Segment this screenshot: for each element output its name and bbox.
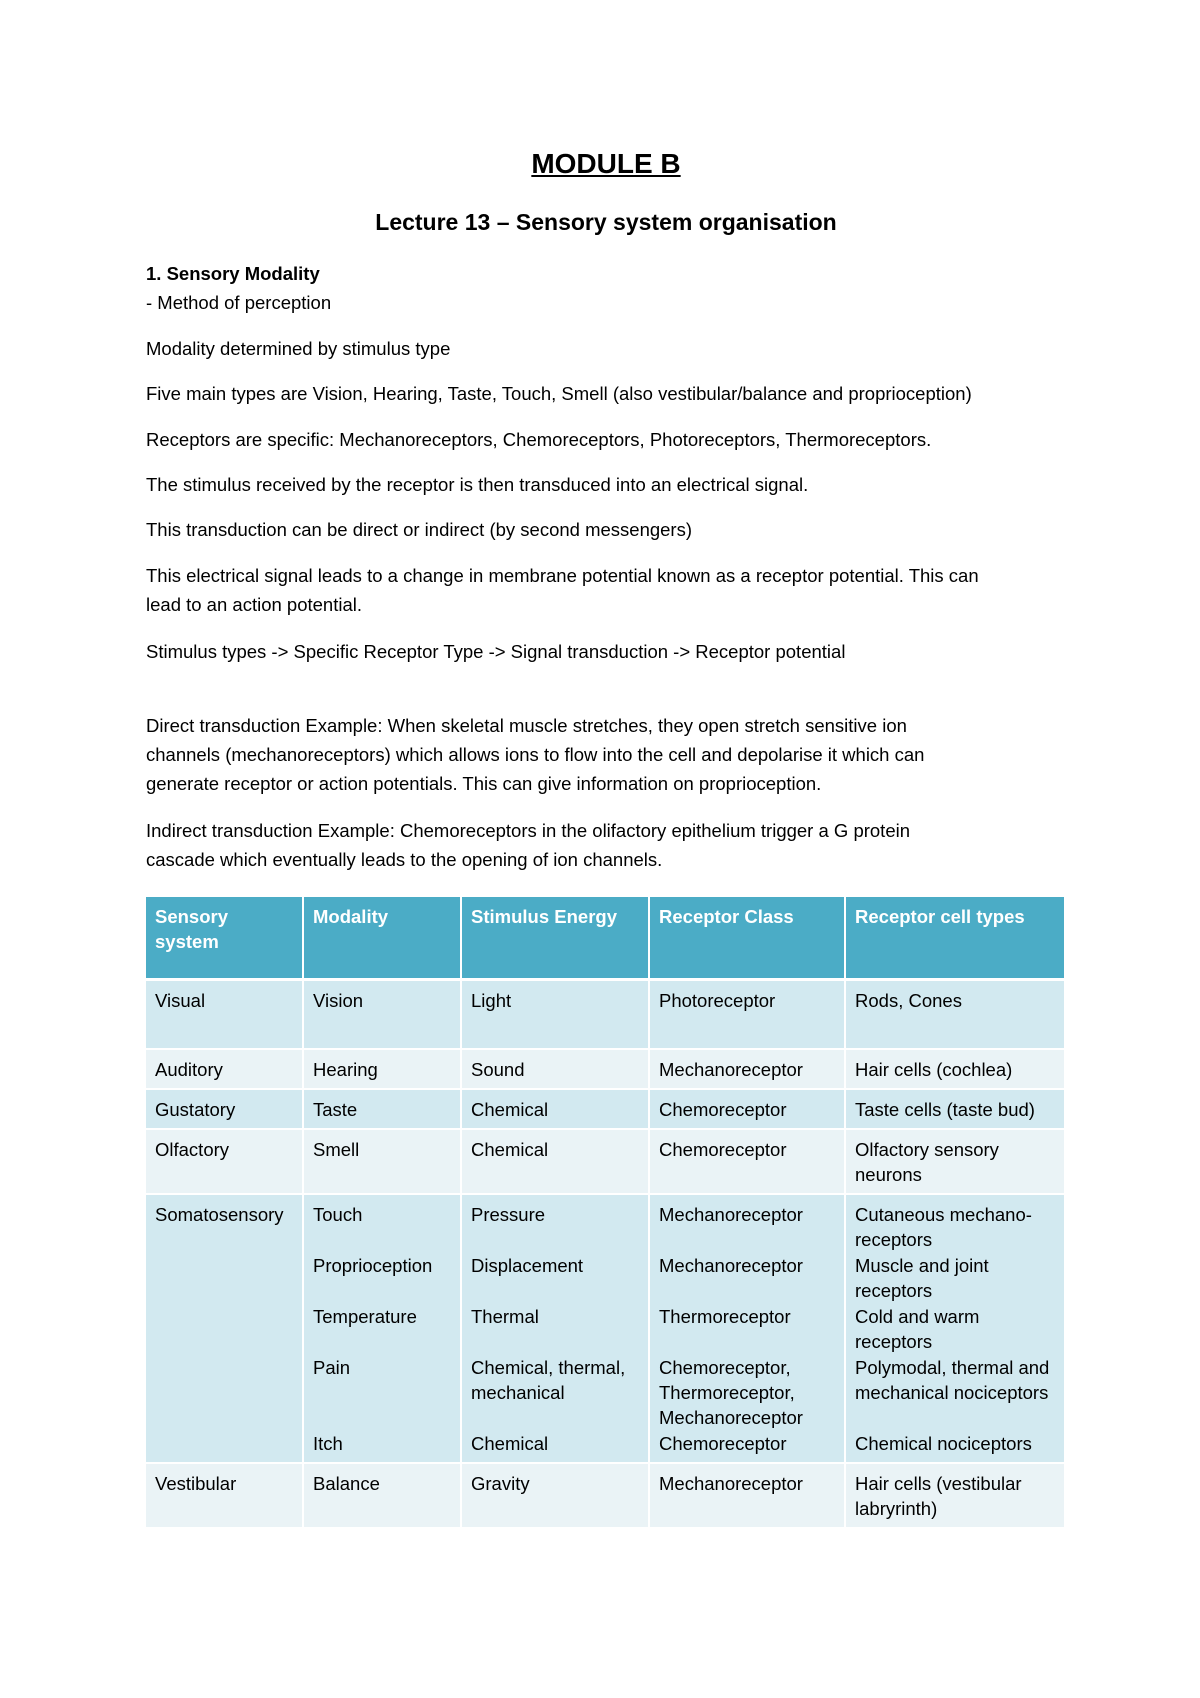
paragraph: The stimulus received by the receptor is then transduced into an electrical signal.: [146, 474, 809, 495]
table-cell: Auditory: [146, 1050, 304, 1090]
table-cell: Olfactory sensory neurons: [846, 1130, 1064, 1195]
cell-line: Cutaneous mechano-receptors: [855, 1204, 1032, 1250]
table-cell: Vision: [304, 981, 462, 1050]
paragraph: This transduction can be direct or indirect (by second messengers): [146, 519, 693, 540]
cell-line: Chemical, thermal, mechanical: [471, 1357, 626, 1403]
header-modality: Modality: [304, 897, 462, 981]
paragraph: cascade which eventually leads to the opening of ion channels.: [146, 849, 663, 870]
table-cell: [304, 1195, 462, 1464]
table-cell: Somatosensory: [146, 1195, 304, 1464]
paragraph: generate receptor or action potentials. This can give information on proprioception.: [146, 773, 822, 794]
paragraph: Indirect transduction Example: Chemoreceptors in the olifactory epithelium trigger a G protein: [146, 820, 911, 841]
table-cell: Chemoreceptor: [650, 1130, 846, 1195]
cell-line: Muscle and joint receptors: [855, 1255, 989, 1301]
cell-line: Itch: [313, 1433, 343, 1454]
table-row: [146, 1090, 1064, 1130]
table-cell: Mechanoreceptor: [650, 1050, 846, 1090]
table-cell: Olfactory: [146, 1130, 304, 1195]
table-row: [146, 1195, 1064, 1464]
table-row: [146, 981, 1064, 1050]
paragraph: Receptors are specific: Mechanoreceptors, Chemoreceptors, Photoreceptors, Thermoreceptors.: [146, 429, 932, 450]
header-stimulus-energy: Stimulus Energy: [462, 897, 650, 981]
table-cell: Chemical: [462, 1090, 650, 1130]
table-cell: [650, 1195, 846, 1464]
table-cell: Photoreceptor: [650, 981, 846, 1050]
sensory-systems-table: [146, 897, 1064, 1529]
table-cell: Sound: [462, 1050, 650, 1090]
header-receptor-class: Receptor Class: [650, 897, 846, 981]
cell-line: Thermoreceptor: [659, 1306, 791, 1327]
table-cell: Gustatory: [146, 1090, 304, 1130]
cell-line: Chemical nociceptors: [855, 1433, 1032, 1454]
cell-line: Pressure: [471, 1204, 546, 1225]
paragraph: channels (mechanoreceptors) which allows ions to flow into the cell and depolarise it which can: [146, 744, 925, 765]
table-cell: Gravity: [462, 1464, 650, 1529]
cell-line: Touch: [313, 1204, 363, 1225]
cell-line: Chemical: [471, 1433, 549, 1454]
cell-line: Cold and warm receptors: [855, 1306, 980, 1352]
cell-line: Thermal: [471, 1306, 539, 1327]
table-cell: Hair cells (vestibular labryrinth): [846, 1464, 1064, 1529]
table-cell: Vestibular: [146, 1464, 304, 1529]
table-cell: Chemoreceptor: [650, 1090, 846, 1130]
table-cell: Balance: [304, 1464, 462, 1529]
cell-line: Chemoreceptor: [659, 1433, 787, 1454]
paragraph: Stimulus types -> Specific Receptor Type -> Signal transduction -> Receptor potential: [146, 641, 846, 662]
cell-line: Pain: [313, 1357, 351, 1378]
paragraph: Direct transduction Example: When skeletal muscle stretches, they open stretch sensitive ion: [146, 715, 907, 736]
cell-line: Mechanoreceptor: [659, 1204, 803, 1225]
table-cell: Visual: [146, 981, 304, 1050]
table-cell: Taste cells (taste bud): [846, 1090, 1064, 1130]
table-cell: Chemical: [462, 1130, 650, 1195]
lecture-title: Lecture 13 – Sensory system organisation: [375, 209, 837, 235]
cell-line: Mechanoreceptor: [659, 1255, 803, 1276]
table-row: [146, 1130, 1064, 1195]
table-row: [146, 1464, 1064, 1529]
header-receptor-cell-types: Receptor cell types: [846, 897, 1064, 981]
table-cell: Taste: [304, 1090, 462, 1130]
table-cell: Hair cells (cochlea): [846, 1050, 1064, 1090]
paragraph: This electrical signal leads to a change in membrane potential known as a receptor potential. This can: [146, 565, 979, 586]
table-row: [146, 1050, 1064, 1090]
table-cell: Hearing: [304, 1050, 462, 1090]
table-cell: [846, 1195, 1064, 1464]
cell-line: Displacement: [471, 1255, 584, 1276]
cell-line: Proprioception: [313, 1255, 433, 1276]
table-header-row: [146, 897, 1064, 981]
table-cell: Smell: [304, 1130, 462, 1195]
section-heading: 1. Sensory Modality: [146, 263, 320, 284]
paragraph: - Method of perception: [146, 292, 332, 313]
paragraph: Modality determined by stimulus type: [146, 338, 451, 359]
table-cell: [462, 1195, 650, 1464]
header-sensory-system: Sensory system: [146, 897, 304, 981]
cell-line: Chemoreceptor, Thermoreceptor, Mechanoreceptor: [659, 1357, 803, 1428]
paragraph: lead to an action potential.: [146, 594, 362, 615]
module-title: MODULE B: [531, 148, 681, 179]
cell-line: Polymodal, thermal and mechanical nociceptors: [855, 1357, 1050, 1403]
cell-line: Temperature: [313, 1306, 417, 1327]
table-cell: Mechanoreceptor: [650, 1464, 846, 1529]
table-cell: Rods, Cones: [846, 981, 1064, 1050]
table-cell: Light: [462, 981, 650, 1050]
paragraph: Five main types are Vision, Hearing, Taste, Touch, Smell (also vestibular/balance and proprioception): [146, 383, 972, 404]
